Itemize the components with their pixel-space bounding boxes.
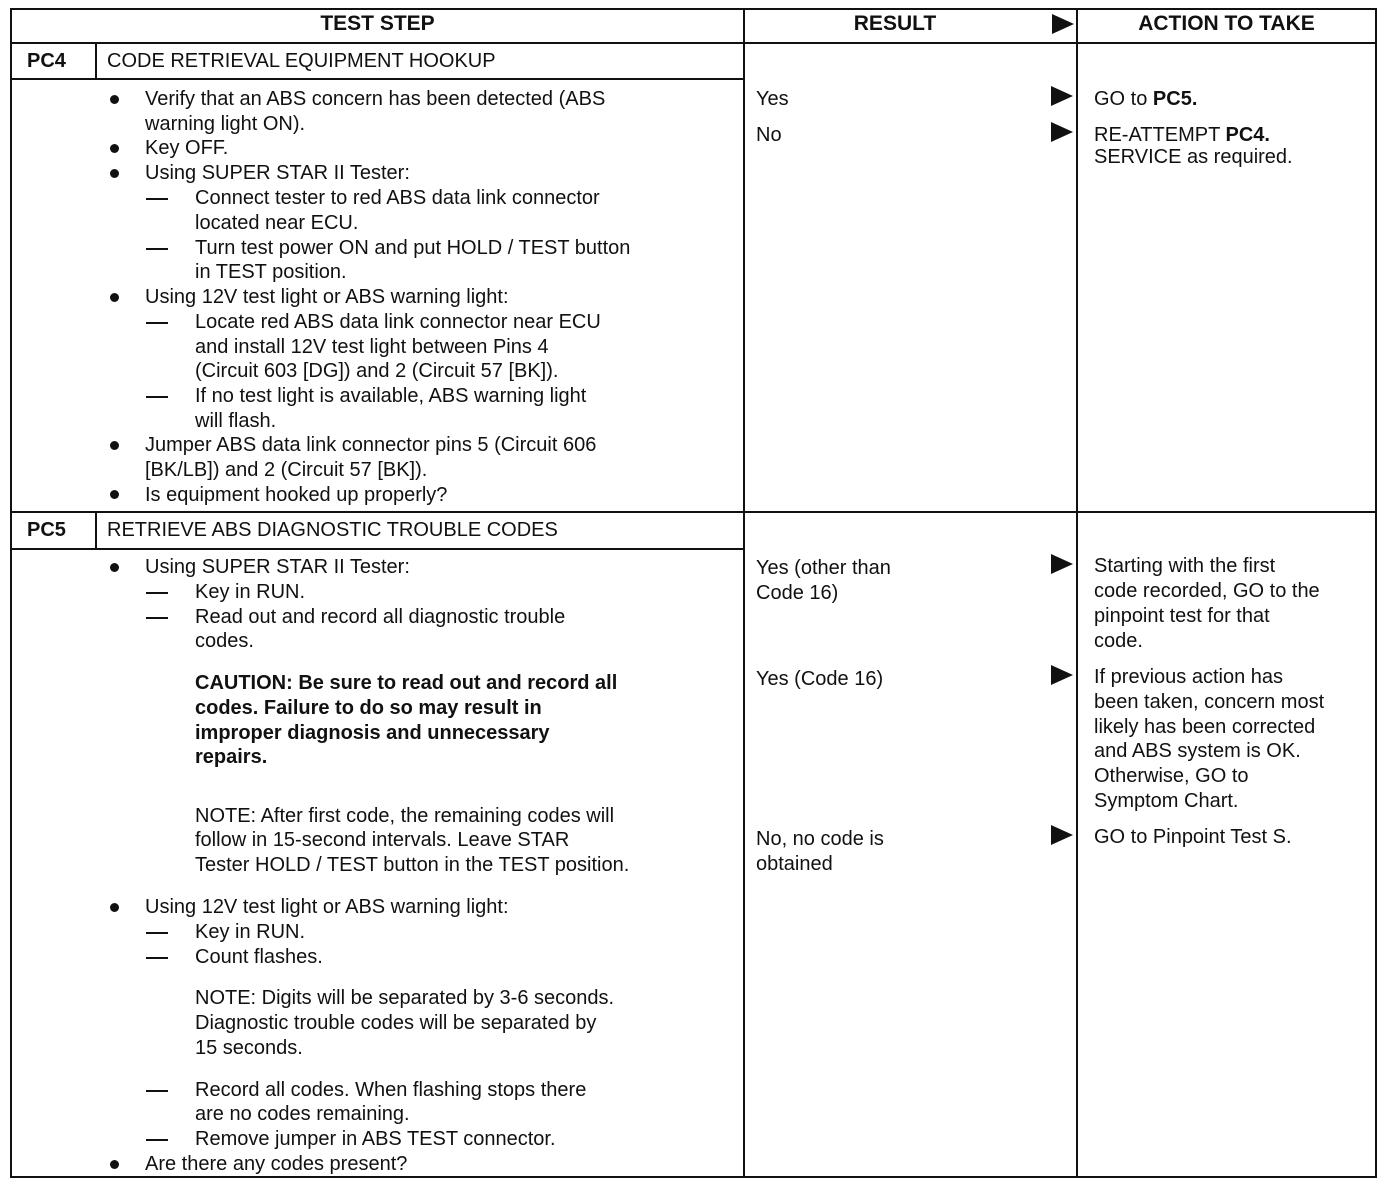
pc5-note-line: Diagnostic trouble codes will be separated by xyxy=(195,1012,597,1034)
pc5-action-line: Starting with the first xyxy=(1094,555,1276,577)
pc4-line: (Circuit 603 [DG]) and 2 (Circuit 57 [BK]). xyxy=(195,360,559,382)
pc4-line: [BK/LB]) and 2 (Circuit 57 [BK]). xyxy=(145,459,428,481)
pc5-line: Using 12V test light or ABS warning light: xyxy=(145,896,509,918)
left-border xyxy=(10,8,12,1178)
code-divider-pc4 xyxy=(95,42,97,80)
pc5-dash-icon xyxy=(146,957,168,959)
pc5-action-line: likely has been corrected xyxy=(1094,716,1316,738)
pc5-title: RETRIEVE ABS DIAGNOSTIC TROUBLE CODES xyxy=(107,519,558,541)
pc5-action-line: If previous action has xyxy=(1094,666,1283,688)
pc4-line: Is equipment hooked up properly? xyxy=(145,484,448,506)
pc5-result-yes-16: Yes (Code 16) xyxy=(756,668,884,690)
pc5-dash-icon xyxy=(146,592,168,594)
pc5-result-no-code: obtained xyxy=(756,853,833,875)
pc5-line: are no codes remaining. xyxy=(195,1103,410,1125)
pc5-note-line: NOTE: Digits will be separated by 3-6 seconds. xyxy=(195,987,615,1009)
pc5-action-line: code recorded, GO to the xyxy=(1094,580,1320,602)
pc5-action-line: code. xyxy=(1094,630,1143,652)
pc5-line: Count flashes. xyxy=(195,946,323,968)
pc4-line: Locate red ABS data link connector near ECU xyxy=(195,311,601,333)
code-divider-pc5 xyxy=(95,511,97,550)
pc5-dash-icon xyxy=(146,932,168,934)
pc5-action-line: GO to Pinpoint Test S. xyxy=(1094,826,1292,848)
result-divider xyxy=(743,8,745,1178)
pc4-action-yes xyxy=(1094,87,1197,112)
pc4-action-no-line2: SERVICE as required. xyxy=(1094,146,1293,168)
pc4-bullet-icon xyxy=(110,441,119,450)
pc5-line: Key in RUN. xyxy=(195,581,306,603)
pc4-line: Connect tester to red ABS data link connector xyxy=(195,187,600,209)
pc5-caution-line: CAUTION: Be sure to read out and record all xyxy=(195,672,618,694)
header-test-step: TEST STEP xyxy=(320,12,435,35)
pc4-result-no: No xyxy=(756,124,782,146)
pc4-title: CODE RETRIEVAL EQUIPMENT HOOKUP xyxy=(107,50,496,72)
pc5-arrow-icon xyxy=(1051,554,1073,574)
pc4-code: PC4 xyxy=(27,50,66,72)
pc4-result-yes: Yes xyxy=(756,88,789,110)
header-bottom-line xyxy=(10,42,1377,44)
pc5-line: Remove jumper in ABS TEST connector. xyxy=(195,1128,556,1150)
pc4-title-line xyxy=(10,78,743,80)
pc5-dash-icon xyxy=(146,617,168,619)
pc4-line: located near ECU. xyxy=(195,212,359,234)
pc4-line: Jumper ABS data link connector pins 5 (Circuit 606 xyxy=(145,434,597,456)
top-border xyxy=(10,8,1377,10)
pc4-line: warning light ON). xyxy=(145,113,306,135)
pc4-dash-icon xyxy=(146,322,168,324)
pc5-title-line xyxy=(10,548,743,550)
pc4-line: in TEST position. xyxy=(195,261,347,283)
pc4-bullet-icon xyxy=(110,144,119,153)
pc5-caution-line: codes. Failure to do so may result in xyxy=(195,697,542,719)
pc4-line: will flash. xyxy=(195,410,277,432)
pc5-result-yes-other: Yes (other than xyxy=(756,557,891,579)
pc5-note-line: NOTE: After first code, the remaining codes will xyxy=(195,805,615,827)
pc4-action-yes-ref: PC5. xyxy=(1152,88,1198,110)
pc4-line: Key OFF. xyxy=(145,137,229,159)
pc4-line: Using 12V test light or ABS warning light: xyxy=(145,286,509,308)
pc5-action-line: and ABS system is OK. xyxy=(1094,740,1301,762)
pc4-dash-icon xyxy=(146,248,168,250)
pc4-action-yes-prefix: GO to xyxy=(1094,88,1153,110)
pc5-line: Record all codes. When flashing stops there xyxy=(195,1079,587,1101)
pc4-line: Verify that an ABS concern has been detected (ABS xyxy=(145,88,606,110)
pc5-note-line: 15 seconds. xyxy=(195,1037,303,1059)
pc4-line: Using SUPER STAR II Tester: xyxy=(145,162,410,184)
pc5-line: Are there any codes present? xyxy=(145,1153,408,1175)
pc5-caution-line: repairs. xyxy=(195,746,268,768)
right-border xyxy=(1375,8,1377,1178)
pc5-bullet-icon xyxy=(110,1160,119,1169)
pc5-action-line: pinpoint test for that xyxy=(1094,605,1270,627)
pc5-line: Using SUPER STAR II Tester: xyxy=(145,556,410,578)
header-action: ACTION TO TAKE xyxy=(1138,12,1315,35)
pc5-result-no-code: No, no code is xyxy=(756,828,884,850)
pc5-action-line: been taken, concern most xyxy=(1094,691,1325,713)
pc5-note-line: follow in 15-second intervals. Leave STAR xyxy=(195,829,570,851)
pc4-line: and install 12V test light between Pins 4 xyxy=(195,336,549,358)
pc4-action-no-ref: PC4. xyxy=(1225,124,1270,146)
pc4-dash-icon xyxy=(146,396,168,398)
pc5-result-yes-other: Code 16) xyxy=(756,582,839,604)
pc5-note-line: Tester HOLD / TEST button in the TEST position. xyxy=(195,854,630,876)
pc5-action-line: Symptom Chart. xyxy=(1094,790,1239,812)
pc5-dash-icon xyxy=(146,1090,168,1092)
pc5-line: codes. xyxy=(195,630,254,652)
pc5-bullet-icon xyxy=(110,903,119,912)
pc4-no-arrow-icon xyxy=(1051,122,1073,142)
pc5-dash-icon xyxy=(146,1139,168,1141)
action-divider xyxy=(1076,8,1078,1178)
pc4-line: If no test light is available, ABS warning light xyxy=(195,385,587,407)
header-result: RESULT xyxy=(853,12,937,35)
pc5-caution-line: improper diagnosis and unnecessary xyxy=(195,722,550,744)
pc4-line: Turn test power ON and put HOLD / TEST button xyxy=(195,237,631,259)
pc5-line: Key in RUN. xyxy=(195,921,306,943)
pc5-code: PC5 xyxy=(27,519,66,541)
pc4-bullet-icon xyxy=(110,95,119,104)
pc4-yes-arrow-icon xyxy=(1051,86,1073,106)
pc4-bullet-icon xyxy=(110,490,119,499)
pc4-dash-icon xyxy=(146,198,168,200)
pc5-arrow-icon xyxy=(1051,665,1073,685)
pc4-action-no-prefix: RE-ATTEMPT xyxy=(1094,124,1226,146)
pc5-action-line: Otherwise, GO to xyxy=(1094,765,1249,787)
pc5-arrow-icon xyxy=(1051,825,1073,845)
header-arrow-icon xyxy=(1052,14,1074,34)
pc5-top-line xyxy=(10,511,1377,513)
pc4-bullet-icon xyxy=(110,169,119,178)
pc5-bullet-icon xyxy=(110,563,119,572)
pc5-line: Read out and record all diagnostic trouble xyxy=(195,606,566,628)
pc4-bullet-icon xyxy=(110,293,119,302)
